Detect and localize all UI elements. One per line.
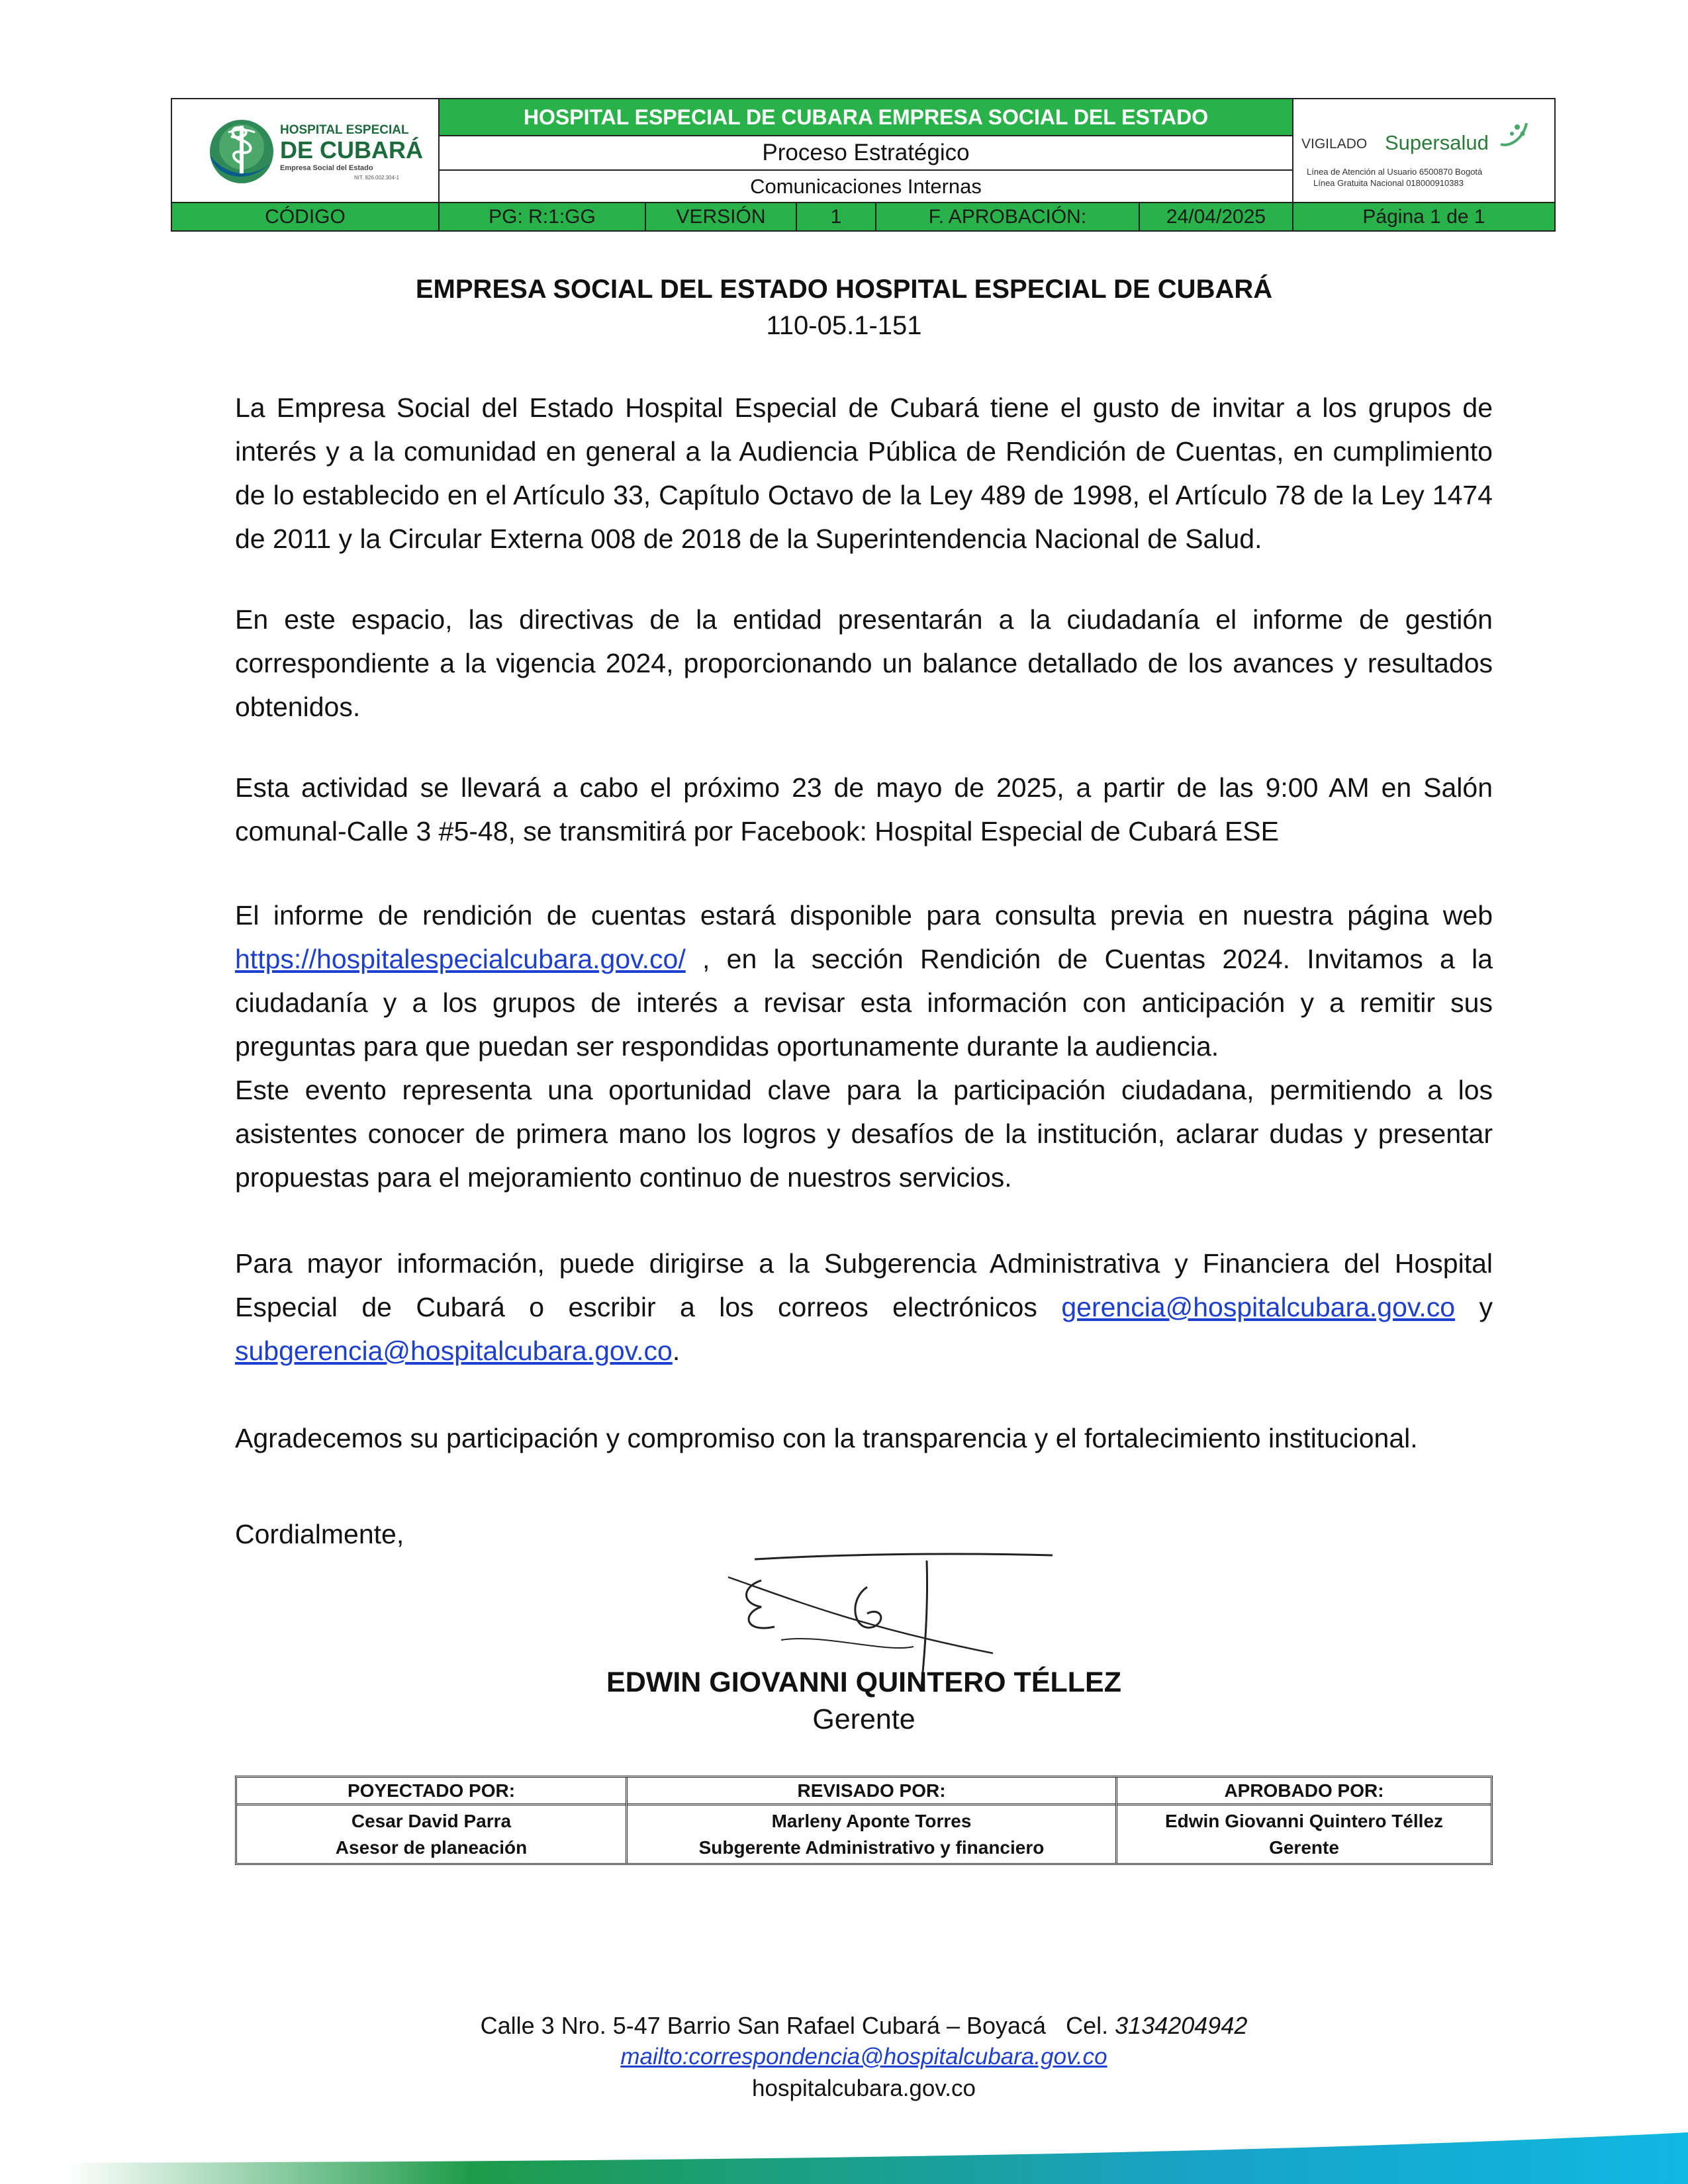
logo-text-top: HOSPITAL ESPECIAL [280,123,409,137]
approval-role: Subgerente Administrativo y financiero [698,1837,1045,1858]
document-code: 110-05.1-151 [766,311,922,340]
supersalud-logo-text: Supersalud [1385,131,1489,154]
header-subprocess: Comunicaciones Internas [750,174,982,198]
signer-role: Gerente [812,1704,915,1735]
meta-code-value: PG: R:1:GG [440,203,646,230]
signer-name: EDWIN GIOVANNI QUINTERO TÉLLEZ [606,1666,1121,1698]
website-link[interactable]: https://hospitalespecialcubara.gov.co/ [235,944,686,974]
approval-header: POYECTADO POR: [237,1778,626,1805]
document-header [171,98,1556,232]
header-meta-row [172,202,1554,230]
caduceus-logo-icon [202,114,278,190]
meta-code-label: CÓDIGO [172,203,440,230]
header-center [440,99,1293,202]
approval-role: Gerente [1269,1837,1339,1858]
footer-website: hospitalcubara.gov.co [752,2075,976,2101]
subgerencia-email-link[interactable]: subgerencia@hospitalcubara.gov.co [235,1336,673,1366]
hospital-logo [202,114,423,190]
logo-nit: NIT. 826.002.304-1 [354,175,400,181]
footer-phone: 3134204942 [1115,2012,1248,2039]
logo-text-sub: Empresa Social del Estado [280,164,373,172]
document-title: EMPRESA SOCIAL DEL ESTADO HOSPITAL ESPECIAL DE CUBARÁ [415,275,1273,304]
footer-mail-link[interactable]: mailto:correspondencia@hospitalcubara.gov.co [620,2044,1107,2070]
paragraph-invitation: La Empresa Social del Estado Hospital Especial de Cubará tiene el gusto de invitar a los grupos de interés y a la comunidad en general a la Audiencia Pública de Rendición de Cuentas, en cumplimiento de lo establecido en el Artículo 33, Capítulo Octavo de la Ley 489 de 1998, el Artículo 78 de la Ley 1474 de 2011 y la Circular Externa 008 de 2018 de la Superintendencia Nacional de Salud. [235,392,1493,554]
approval-header: APROBADO POR: [1117,1778,1491,1805]
approval-role: Asesor de planeación [335,1837,528,1858]
paragraph-contact-text-3: . [672,1336,680,1366]
header-process: Proceso Estratégico [440,136,1292,171]
vigilado-label: VIGILADO [1301,136,1368,152]
paragraph-thanks: Agradecemos su participación y compromiso con la transparencia y el fortalecimiento institucional. [235,1423,1418,1453]
approval-name: Edwin Giovanni Quintero Téllez [1164,1810,1444,1831]
hospital-logo-cell [172,99,440,202]
supersalud-line2: Línea Gratuita Nacional 018000910383 [1313,178,1464,188]
meta-approval-label: F. APROBACIÓN: [876,203,1140,230]
supersalud-icon [1497,118,1530,151]
approval-reviewed [628,1778,1117,1863]
approval-header: REVISADO POR: [628,1778,1115,1805]
footer-phone-label: Cel. [1066,2012,1109,2039]
paragraph-website-text-1: El informe de rendición de cuentas estará disponible para consulta previa en nuestra página web [235,900,1493,931]
supersalud-line1: Línea de Atención al Usuario 6500870 Bogotá [1307,167,1483,177]
meta-approval-date: 24/04/2025 [1140,203,1293,230]
paragraph-event-details: Esta actividad se llevará a cabo el próximo 23 de mayo de 2025, a partir de las 9:00 AM en Salón comunal-Calle 3 #5-48, se transmitirá por Facebook: Hospital Especial de Cubará ESE [235,772,1493,846]
paragraph-report: En este espacio, las directivas de la entidad presentarán a la ciudadanía el informe de gestión correspondiente a la vigencia 2024, proporcionando un balance detallado de los avances y resultados obtenidos. [235,604,1493,722]
gerencia-email-link[interactable]: gerencia@hospitalcubara.gov.co [1061,1292,1456,1322]
footer-address-line [0,2012,1688,2040]
paragraph-contact-text-2: y [1455,1292,1493,1322]
approval-name: Cesar David Parra [351,1810,512,1831]
footer-decorative-swoosh [0,2131,1688,2184]
supersalud-cell [1293,99,1554,202]
meta-page-number: Página 1 de 1 [1362,205,1485,228]
approval-name: Marleny Aponte Torres [771,1810,972,1831]
approval-approved [1117,1778,1491,1863]
approval-table [235,1776,1493,1865]
meta-version-value: 1 [797,203,876,230]
meta-version-label: VERSIÓN [646,203,797,230]
logo-text-main: DE CUBARÁ [280,136,423,163]
closing-salutation: Cordialmente, [235,1519,404,1549]
paragraph-website [235,893,1493,1068]
footer-mail-line [0,2044,1688,2070]
header-title: HOSPITAL ESPECIAL DE CUBARA EMPRESA SOCIAL DEL ESTADO [440,99,1292,136]
paragraph-contact-text-1: Para mayor información, puede dirigirse a la Subgerencia Administrativa y Financiera del Hospital Especial de Cubará o escribir a los correos electrónicos [235,1248,1493,1322]
approval-projected [237,1778,628,1863]
paragraph-contact [235,1242,1493,1373]
footer-address: Calle 3 Nro. 5-47 Barrio San Rafael Cubará – Boyacá [480,2012,1047,2039]
paragraph-participation: Este evento representa una oportunidad clave para la participación ciudadana, permitiendo a los asistentes conocer de primera mano los logros y desafíos de la institución, aclarar dudas y presentar propuestas para el mejoramiento continuo de nuestros servicios. [235,1075,1493,1193]
paragraph-website-text-2: , en la sección Rendición de Cuentas 2024. Invitamos a la ciudadanía y a los grupos de interés a revisar esta información con anticipación y a remitir sus preguntas para que puedan ser respondidas oportunamente durante la audiencia. [235,944,1493,1062]
